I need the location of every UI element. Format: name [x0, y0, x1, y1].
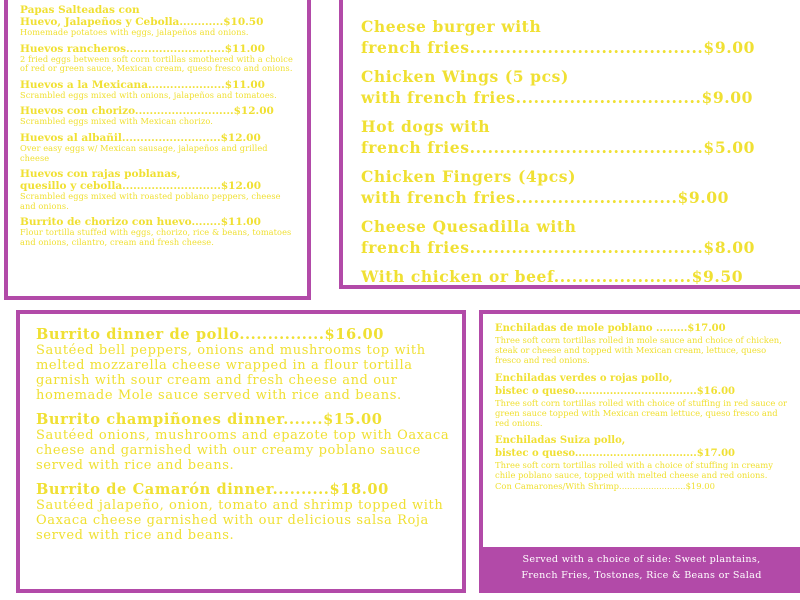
- menu-item: [495, 434, 792, 491]
- menu-item-description: Scrambled eggs mixed with roasted poblano peppers, cheese and onions.: [20, 191, 281, 211]
- menu-item-description: Three soft corn tortillas rolled with a choice of stuffing in creamy chile poblano sauce, topped with melted cheese and red onions. Con Camarones/With Shrimp.........................$19.00: [495, 460, 773, 491]
- menu-item: [20, 105, 297, 127]
- menu-item-name: Huevos al albañil...........................$12.00: [20, 131, 261, 144]
- kids-panel: [339, 0, 800, 289]
- menu-item: [20, 132, 297, 163]
- menu-item-description: Over easy eggs w/ Mexican sausage, jalapeños and grilled cheese: [20, 142, 268, 163]
- breakfast-panel: [4, 0, 311, 300]
- menu-item-name: Huevos a la Mexicana.....................$11.00: [20, 78, 265, 91]
- menu-item-name: Papas Salteadas con Huevo, Jalapeños y Cebolla............$10.50: [20, 4, 264, 28]
- menu-item: Chicken Wings (5 pcs) with french fries...............................$9.00: [361, 67, 754, 107]
- menu-item-description: Sautéed jalapeño, onion, tomato and shrimp topped with Oaxaca cheese garnished with our delicious salsa Roja served with rice and beans.: [36, 498, 444, 543]
- menu-item-name: Enchiladas Suiza pollo, bistec o queso...................................$17.00: [495, 435, 735, 460]
- menu-item: [20, 43, 297, 74]
- menu-item-name: Enchiladas de mole poblano .........$17.00: [495, 323, 726, 334]
- menu-item-name: Burrito dinner de pollo...............$16.00: [36, 326, 384, 343]
- menu-item: [20, 216, 297, 247]
- menu-item: [495, 372, 792, 429]
- side-options-banner: Served with a choice of side: Sweet plantains, French Fries, Tostones, Rice & Beans or Salad: [483, 547, 800, 589]
- menu-item: [495, 322, 792, 366]
- menu-item-name: Burrito de chorizo con huevo........$11.00: [20, 216, 261, 229]
- menu-item-name: Huevos con rajas poblanas, quesillo y cebolla...........................$12.00: [20, 168, 262, 193]
- menu-item-description: Scrambled eggs mixed with Mexican chorizo.: [20, 116, 213, 127]
- menu-item: [36, 326, 452, 403]
- menu-item: Cheese Quesadilla with french fries.......................................$8.00: [361, 217, 755, 257]
- menu-item-description: Scrambled eggs mixed with onions, jalapeños and tomatoes.: [20, 89, 277, 100]
- menu-item: [20, 168, 297, 211]
- menu-item: Chicken Fingers (4pcs) with french fries...........................$9.00: [361, 167, 730, 207]
- menu-item-name: Huevos con chorizo...........................$12.00: [20, 105, 274, 118]
- menu-item: Cheese burger with french fries.......................................$9.00: [361, 17, 755, 57]
- menu-item-description: Three soft corn tortillas rolled in mole sauce and choice of chicken, steak or cheese and topped with Mexican cream, lettuce, queso fresco and red onions.: [495, 335, 782, 366]
- menu-item: [36, 411, 452, 473]
- menu-item-description: Flour tortilla stuffed with eggs, chorizo, rice & beans, tomatoes and onions, cilantro, cream and fresh cheese.: [20, 227, 292, 247]
- enchiladas-panel: [479, 310, 800, 593]
- menu-item: [20, 79, 297, 101]
- menu-item-description: Homemade potatoes with eggs, jalapeños and onions.: [20, 27, 249, 37]
- menu-item-description: 2 fried eggs between soft corn tortillas smothered with a choice of red or green sauce, Mexican cream, queso fresco and onions.: [20, 53, 293, 74]
- menu-item-name: Huevos rancheros...........................$11.00: [20, 42, 265, 55]
- menu-item-description: Sautéed onions, mushrooms and epazote top with Oaxaca cheese and garnished with our creamy poblano sauce served with rice and beans.: [36, 428, 450, 473]
- burritos-panel: [16, 310, 466, 593]
- menu-item-description: Three soft corn tortillas rolled with choice of stuffing in red sauce or green sauce topped with Mexican cream lettuce, queso fresco and red onions.: [495, 397, 788, 429]
- menu-item: With chicken or beef.......................$9.50: [361, 267, 744, 286]
- menu-item-description: Sautéed bell peppers, onions and mushrooms top with melted mozzarella cheese wrapped in a flour tortilla garnish with sour cream and fresh cheese and our homemade Mole sauce served with rice and beans.: [36, 343, 426, 403]
- menu-item-name: Burrito de Camarón dinner..........$18.00: [36, 481, 389, 498]
- menu-item-name: Burrito champiñones dinner.......$15.00: [36, 411, 383, 428]
- menu-item: [36, 481, 452, 543]
- menu-item-name: Enchiladas verdes o rojas pollo, bistec o queso...................................$16.00: [495, 372, 735, 397]
- menu-item: Hot dogs with french fries.......................................$5.00: [361, 117, 755, 157]
- menu-item: [20, 4, 297, 38]
